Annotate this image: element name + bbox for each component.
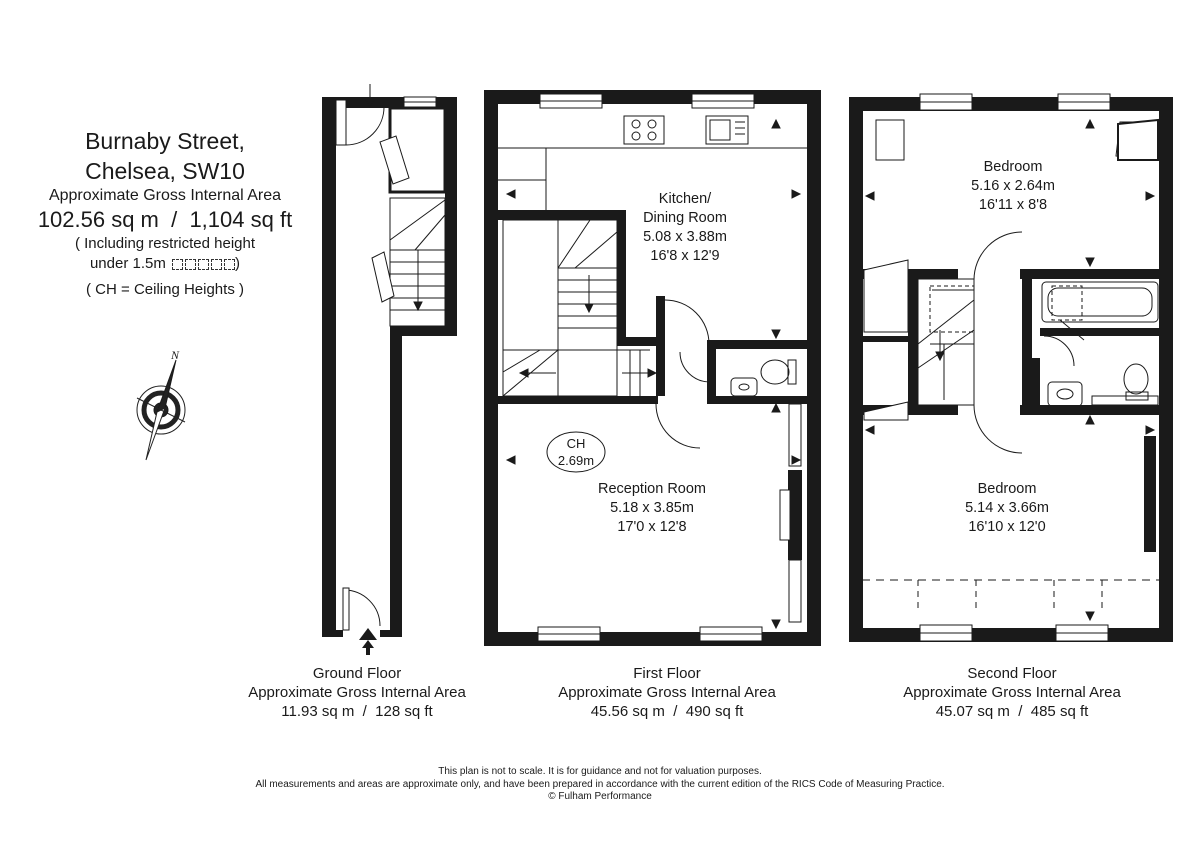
first-floor-plan [491,94,814,641]
floor-caption-second [877,664,1147,721]
room-label-reception [572,480,732,537]
address-area: Chelsea, SW10 [85,158,245,184]
floor-area: 11.93 sq m / 128 sq ft [281,703,433,720]
floor-caption-ground [222,664,492,721]
floor-name: Second Floor [967,665,1057,682]
room-name-kitchen-line1: Kitchen/ [658,191,712,207]
restricted-note-line1: ( Including restricted height [74,235,256,252]
room-name-reception: Reception Room [598,481,706,497]
room-name-bedroom-top: Bedroom [983,159,1043,175]
compass-north-label: N [171,348,180,362]
room-label-kitchen [610,190,760,266]
restricted-note-close: ) [235,255,241,272]
ground-floor-plan [322,84,457,655]
room-metric-reception: 5.18 x 3.85m [610,500,694,516]
room-label-bedroom-top [938,158,1088,215]
room-metric-kitchen: 5.08 x 3.88m [643,229,727,245]
restricted-note-text: under 1.5m [89,255,166,272]
ch-value: 2.69m [557,453,595,468]
total-gia-label: Approximate Gross Internal Area [48,187,282,204]
disclaimer-line1: This plan is not to scale. It is for guidance and not for valuation purposes. [438,766,762,777]
floor-gia-label: Approximate Gross Internal Area [248,684,466,701]
floor-gia-label: Approximate Gross Internal Area [558,684,776,701]
compass-icon [137,360,185,460]
room-imperial-reception: 17'0 x 12'8 [617,519,687,535]
floor-name: Ground Floor [312,665,402,682]
address-street: Burnaby Street, [85,128,245,154]
total-area: 102.56 sq m / 1,104 sq ft [37,207,293,232]
floor-name: First Floor [633,665,701,682]
room-label-bedroom-bottom [932,480,1082,537]
ceiling-height-label [547,435,605,469]
floor-caption-first [532,664,802,721]
room-name-bedroom-bottom: Bedroom [977,481,1037,497]
room-metric-bedroom-bottom: 5.14 x 3.66m [965,500,1049,516]
ch-label: CH [566,436,586,451]
room-name-kitchen-line2: Dining Room [643,210,727,226]
floor-gia-label: Approximate Gross Internal Area [903,684,1121,701]
ceiling-height-note: ( CH = Ceiling Heights ) [86,281,244,298]
room-imperial-kitchen: 16'8 x 12'9 [650,248,720,264]
room-metric-bedroom-top: 5.16 x 2.64m [971,178,1055,194]
footer-disclaimer [0,766,1200,804]
room-imperial-bedroom-top: 16'11 x 8'8 [978,197,1048,213]
floor-area: 45.56 sq m / 490 sq ft [590,703,744,720]
copyright: © Fulham Performance [548,791,652,802]
floor-area: 45.07 sq m / 485 sq ft [935,703,1089,720]
room-imperial-bedroom-bottom: 16'10 x 12'0 [968,519,1046,535]
disclaimer-line2: All measurements and areas are approximate only, and have been prepared in accordance with the current edition of the RICS Code of Measuring Practice. [255,778,945,790]
